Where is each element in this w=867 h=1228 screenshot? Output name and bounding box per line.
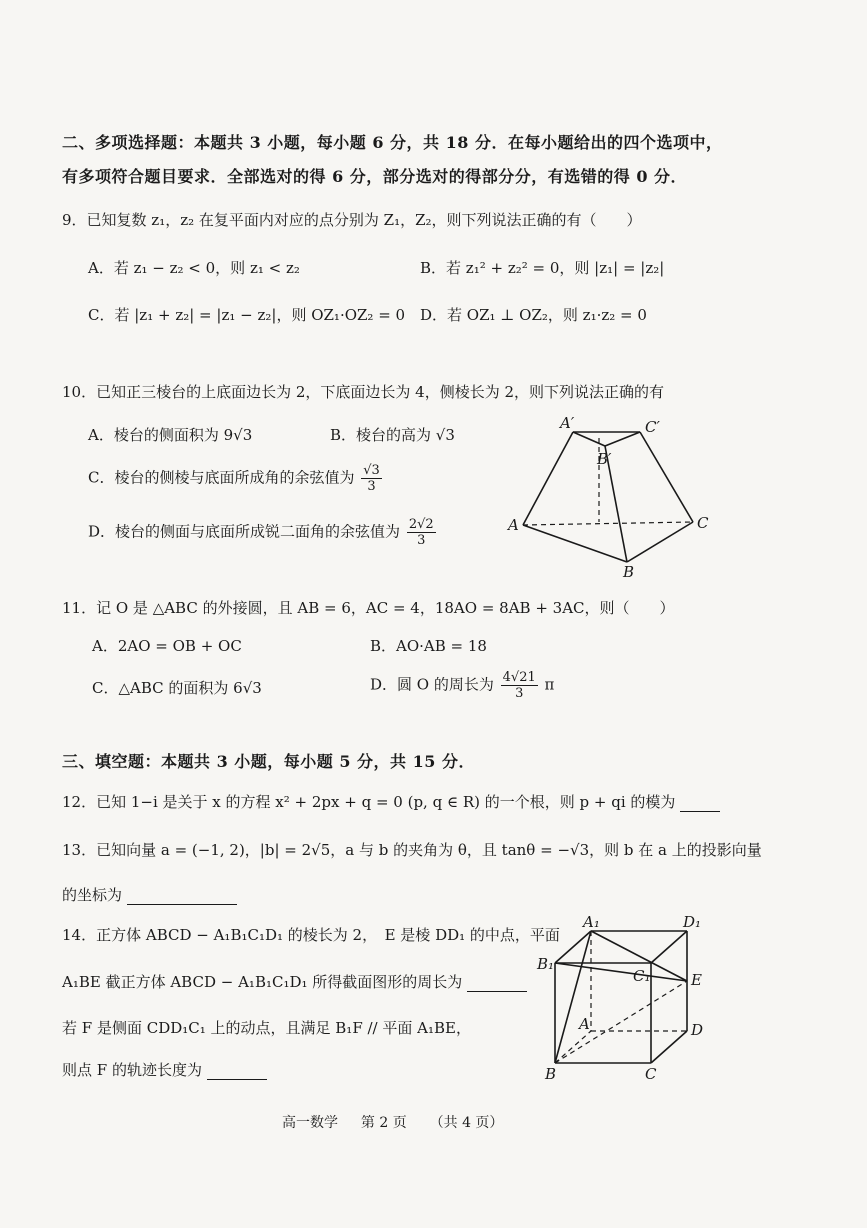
fraction-denominator: 3 — [417, 533, 426, 548]
label-a-prime: A′ — [560, 414, 575, 432]
frustum-edge — [523, 525, 627, 562]
q14-stem-tail: 则点 F 的轨迹长度为 — [62, 1061, 202, 1079]
label-d: D — [691, 1021, 704, 1039]
footer-course: 高一数学 — [282, 1115, 338, 1131]
frustum-hidden-edge — [523, 522, 693, 525]
q10-option-c — [88, 463, 384, 494]
q12-answer-blank[interactable] — [680, 797, 720, 812]
label-c: C — [645, 1065, 657, 1083]
frustum-edge — [640, 432, 693, 522]
fraction-denominator: 3 — [515, 686, 524, 701]
q11-option-c: C．△ABC 的面积为 6√3 — [92, 679, 262, 697]
q14-line2 — [62, 972, 527, 992]
q14-line4 — [62, 1060, 267, 1080]
q10-stem: 10．已知正三棱台的上底面边长为 2，下底面边长为 4，侧棱长为 2，则下列说法正确的有 — [62, 383, 665, 401]
q9-option-b: B．若 z₁² + z₂² = 0，则 |z₁| = |z₂| — [420, 259, 665, 277]
frustum-edge — [523, 432, 573, 525]
q13-line2 — [62, 885, 237, 905]
section2-heading-line1: 二、多项选择题：本题共 3 小题，每小题 6 分，共 18 分．在每小题给出的四个选项中， — [62, 133, 723, 152]
q10-option-a: A．棱台的侧面积为 9√3 — [88, 426, 253, 444]
q14-answer-blank-1[interactable] — [467, 977, 527, 992]
q14-line1: 14．正方体 ABCD − A₁B₁C₁D₁ 的棱长为 2， E 是棱 DD₁ 的中点，平面 — [62, 926, 560, 944]
q9-option-c: C．若 |z₁ + z₂| = |z₁ − z₂|，则 OZ₁·OZ₂ = 0 — [88, 306, 406, 324]
label-b1: B₁ — [537, 955, 555, 973]
fraction-numerator: 4√21 — [502, 670, 536, 685]
q11-option-d — [370, 670, 554, 701]
q9-option-d: D．若 OZ₁ ⊥ OZ₂，则 z₁·z₂ = 0 — [420, 306, 647, 324]
label-c1: C₁ — [633, 967, 651, 985]
label-e: E — [691, 971, 702, 989]
label-a1: A₁ — [583, 913, 600, 931]
label-b: B — [545, 1065, 557, 1083]
q14-answer-blank-2[interactable] — [207, 1065, 267, 1080]
q9-option-a: A．若 z₁ − z₂ < 0，则 z₁ < z₂ — [88, 259, 300, 277]
label-b-prime: B′ — [597, 450, 612, 468]
label-b: B — [623, 563, 635, 581]
q11-option-a: A．2AO = OB + OC — [92, 637, 242, 655]
q14-line3: 若 F 是侧面 CDD₁C₁ 上的动点，且满足 B₁F // 平面 A₁BE， — [62, 1019, 471, 1037]
q10-option-c-text: C．棱台的侧棱与底面所成角的余弦值为 — [88, 468, 355, 487]
frustum-edge — [605, 432, 640, 446]
q13-line1: 13．已知向量 a = (−1, 2)，|b| = 2√5，a 与 b 的夹角为 θ，且 tanθ = −√3，则 b 在 a 上的投影向量 — [62, 841, 762, 859]
q13-answer-blank[interactable] — [127, 890, 237, 905]
frustum-figure — [505, 410, 745, 580]
q14-stem-part: A₁BE 截正方体 ABCD − A₁B₁C₁D₁ 所得截面图形的周长为 — [62, 973, 463, 991]
q9-stem: 9．已知复数 z₁，z₂ 在复平面内对应的点分别为 Z₁，Z₂，则下列说法正确的有（ ） — [62, 211, 642, 229]
q10-option-b: B．棱台的高为 √3 — [330, 426, 455, 444]
footer-total: （共 4 页） — [429, 1115, 504, 1131]
q12-text — [62, 792, 720, 812]
fraction-denominator: 3 — [367, 479, 376, 494]
q11-option-b: B．AO·AB = 18 — [370, 637, 487, 655]
q12-stem: 12．已知 1−i 是关于 x 的方程 x² + 2px + q = 0 (p, q ∈ R) 的一个根，则 p + qi 的模为 — [62, 793, 676, 811]
cube-figure — [535, 913, 735, 1083]
q13-stem-tail: 的坐标为 — [62, 886, 123, 904]
q11-stem: 11．记 O 是 △ABC 的外接圆，且 AB = 6，AC = 4，18AO = 8AB + 3AC，则（ ） — [62, 599, 675, 617]
label-c: C — [697, 514, 709, 532]
q11-option-d-text: D．圆 O 的周长为 — [370, 675, 494, 694]
section2-heading-line2: 有多项符合题目要求．全部选对的得 6 分，部分选对的得部分分，有选错的得 0 分． — [62, 167, 688, 186]
label-a: A — [508, 516, 519, 534]
q10-option-d — [88, 517, 438, 548]
fraction-numerator: √3 — [363, 463, 380, 478]
q11-option-d-fraction — [501, 670, 538, 701]
label-d1: D₁ — [683, 913, 702, 931]
fraction-numerator: 2√2 — [408, 517, 434, 532]
label-c-prime: C′ — [645, 418, 660, 436]
label-a: A — [579, 1015, 590, 1033]
footer-page: 第 2 页 — [360, 1115, 407, 1131]
footer — [282, 1113, 503, 1133]
section3-heading: 三、填空题：本题共 3 小题，每小题 5 分，共 15 分． — [62, 752, 475, 771]
q10-option-d-text: D．棱台的侧面与底面所成锐二面角的余弦值为 — [88, 522, 401, 541]
frustum-edge — [573, 432, 605, 446]
frustum-edge — [627, 522, 693, 562]
q10-option-d-fraction — [407, 517, 436, 548]
q10-option-c-fraction — [361, 463, 382, 494]
q11-option-d-tail: π — [544, 675, 555, 694]
